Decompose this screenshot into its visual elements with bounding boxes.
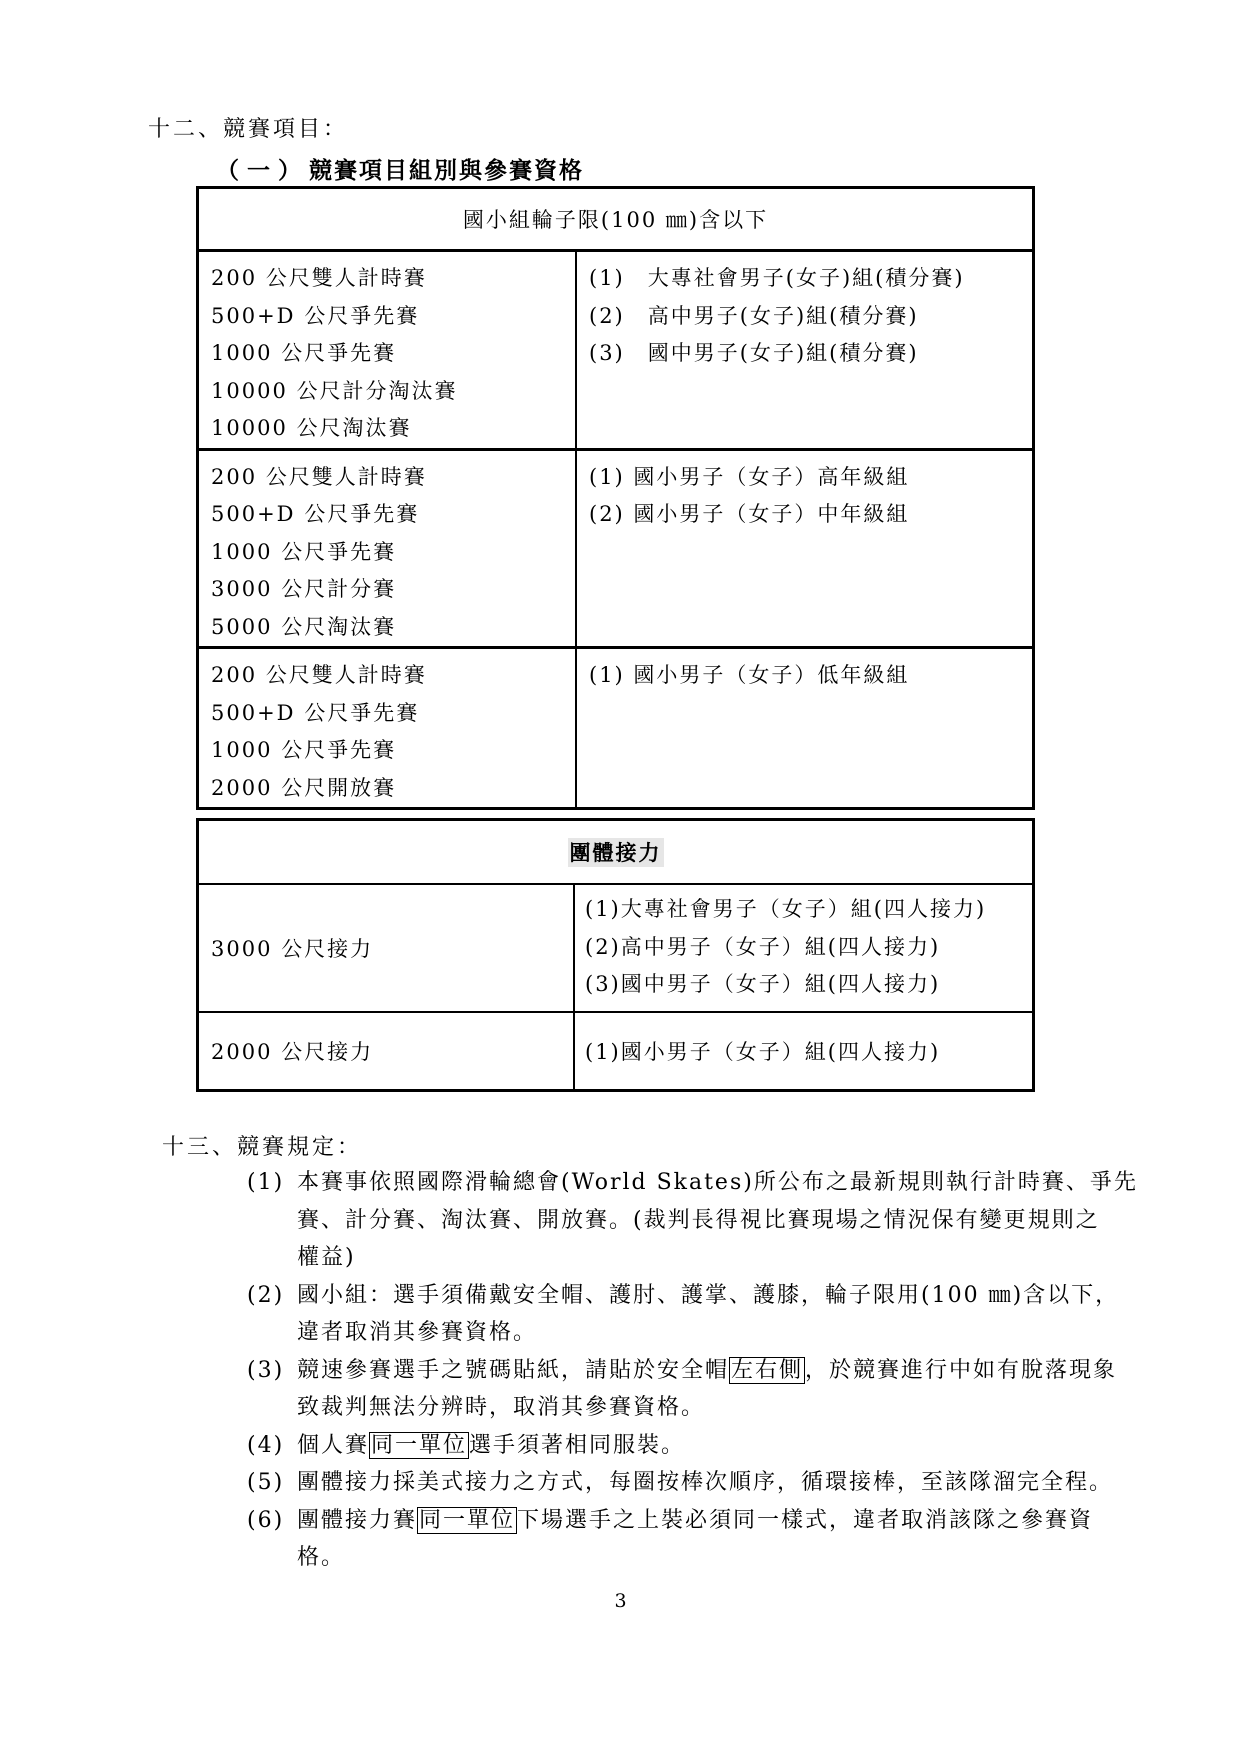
event-item: 500+D 公尺爭先賽 bbox=[211, 502, 420, 526]
list-item bbox=[247, 1427, 1147, 1465]
relay-header-text: 團體接力 bbox=[569, 840, 662, 865]
section-12-title: 十二、競賽項目： bbox=[148, 117, 349, 142]
list-item bbox=[247, 1352, 1147, 1427]
event-item: 10000 公尺淘汰賽 bbox=[211, 416, 412, 440]
groups-cell bbox=[576, 251, 1034, 450]
events-cell bbox=[198, 648, 577, 809]
groups-cell bbox=[576, 648, 1034, 809]
rule-line: 致裁判無法分辨時，取消其參賽資格。 bbox=[297, 1395, 706, 1420]
rule-line: 團體接力採美式接力之方式，每圈按棒次順序，循環接棒，至該隊溜完全程。 bbox=[297, 1470, 1114, 1495]
relay-event-cell: 2000 公尺接力 bbox=[198, 1012, 575, 1090]
event-item: 1000 公尺爭先賽 bbox=[211, 539, 397, 564]
groups-cell bbox=[576, 449, 1034, 648]
rule-line bbox=[297, 1352, 1147, 1390]
event-item: 5000 公尺淘汰賽 bbox=[211, 614, 397, 639]
rule-number: (5) bbox=[247, 1470, 285, 1495]
rule-line: 違者取消其參賽資格。 bbox=[297, 1320, 538, 1345]
rules-list bbox=[247, 1164, 1147, 1577]
table-row bbox=[198, 449, 1034, 648]
relay-groups-cell: (1)國小男子（女子）組(四人接力) bbox=[574, 1012, 1034, 1090]
rule-text: 個人賽 bbox=[297, 1432, 370, 1458]
list-item bbox=[247, 1464, 1147, 1502]
group-item: (1) 國小男子（女子）高年級組 bbox=[589, 464, 910, 489]
rule-text: 競速參賽選手之號碼貼紙，請貼於安全帽 bbox=[297, 1357, 730, 1383]
event-item: 200 公尺雙人計時賽 bbox=[211, 464, 427, 489]
rule-line: 本賽事依照國際滑輪總會(World Skates)所公布之最新規則執行計時賽、爭先 bbox=[297, 1170, 1138, 1195]
group-item: (2) 高中男子(女子)組(積分賽) bbox=[589, 303, 919, 328]
group-item: (1) 國小男子（女子）低年級組 bbox=[589, 663, 910, 687]
relay-table-header bbox=[198, 820, 1034, 885]
relay-event-cell: 3000 公尺接力 bbox=[198, 884, 575, 1012]
rule-line bbox=[297, 1427, 1147, 1465]
table-row bbox=[198, 884, 1034, 1012]
group-item: (1) 大專社會男子(女子)組(積分賽) bbox=[589, 266, 965, 290]
list-item bbox=[247, 1164, 1147, 1277]
group-item: (2)高中男子（女子）組(四人接力) bbox=[585, 934, 941, 959]
boxed-emphasis: 左右側 bbox=[731, 1357, 804, 1383]
boxed-emphasis: 同一單位 bbox=[371, 1432, 468, 1458]
rule-line: 格。 bbox=[297, 1545, 346, 1570]
subsection-text: 競賽項目組別與參賽資格 bbox=[309, 157, 584, 184]
relay-groups-cell bbox=[574, 884, 1034, 1012]
boxed-emphasis: 同一單位 bbox=[419, 1507, 516, 1533]
rule-text: 下場選手之上裝必須同一樣式，違者取消該隊之參賽資 bbox=[517, 1507, 1094, 1533]
list-item bbox=[247, 1502, 1147, 1577]
table-row bbox=[198, 251, 1034, 450]
group-item: (2) 國小男子（女子）中年級組 bbox=[589, 502, 910, 526]
rule-number: (2) bbox=[247, 1282, 285, 1308]
event-item: 500+D 公尺爭先賽 bbox=[211, 303, 420, 328]
events-cell bbox=[198, 251, 577, 450]
event-item: 10000 公尺計分淘汰賽 bbox=[211, 378, 458, 403]
subsection-title bbox=[216, 152, 584, 185]
page-number: 3 bbox=[614, 1590, 627, 1612]
rule-number: (3) bbox=[247, 1357, 285, 1383]
group-item: (1)大專社會男子（女子）組(四人接力) bbox=[585, 897, 987, 921]
event-item: 200 公尺雙人計時賽 bbox=[211, 266, 427, 290]
event-item: 1000 公尺爭先賽 bbox=[211, 341, 397, 365]
events-cell bbox=[198, 449, 577, 648]
event-item: 2000 公尺開放賽 bbox=[211, 775, 397, 800]
section-13-title: 十三、競賽規定： bbox=[162, 1135, 363, 1160]
table-row bbox=[198, 648, 1034, 809]
subsection-number: （一） bbox=[216, 157, 309, 184]
rule-text: 選手須著相同服裝。 bbox=[469, 1432, 686, 1458]
rule-number: (4) bbox=[247, 1432, 285, 1458]
rule-line bbox=[297, 1502, 1147, 1540]
relay-table bbox=[196, 818, 1035, 1092]
event-item: 200 公尺雙人計時賽 bbox=[211, 663, 427, 687]
event-item: 1000 公尺爭先賽 bbox=[211, 738, 397, 762]
rule-text: 團體接力賽 bbox=[297, 1507, 418, 1533]
events-table bbox=[196, 186, 1035, 810]
rule-text: ，於競賽進行中如有脫落現象 bbox=[805, 1357, 1118, 1383]
rule-number: (1) bbox=[247, 1170, 285, 1195]
event-item: 500+D 公尺爭先賽 bbox=[211, 700, 420, 725]
rule-line: 賽、計分賽、淘汰賽、開放賽。(裁判長得視比賽現場之情況保有變更規則之 bbox=[297, 1207, 1100, 1233]
rule-number: (6) bbox=[247, 1507, 285, 1533]
event-item: 3000 公尺計分賽 bbox=[211, 577, 397, 601]
table-row bbox=[198, 1012, 1034, 1090]
list-item bbox=[247, 1277, 1147, 1352]
events-table-header: 國小組輪子限(100 ㎜)含以下 bbox=[198, 188, 1034, 251]
group-item: (3) 國中男子(女子)組(積分賽) bbox=[589, 341, 919, 365]
rule-line: 國小組：選手須備戴安全帽、護肘、護掌、護膝，輪子限用(100 ㎜)含以下， bbox=[297, 1282, 1120, 1308]
group-item: (3)國中男子（女子）組(四人接力) bbox=[585, 972, 941, 996]
rule-line: 權益) bbox=[297, 1245, 356, 1270]
